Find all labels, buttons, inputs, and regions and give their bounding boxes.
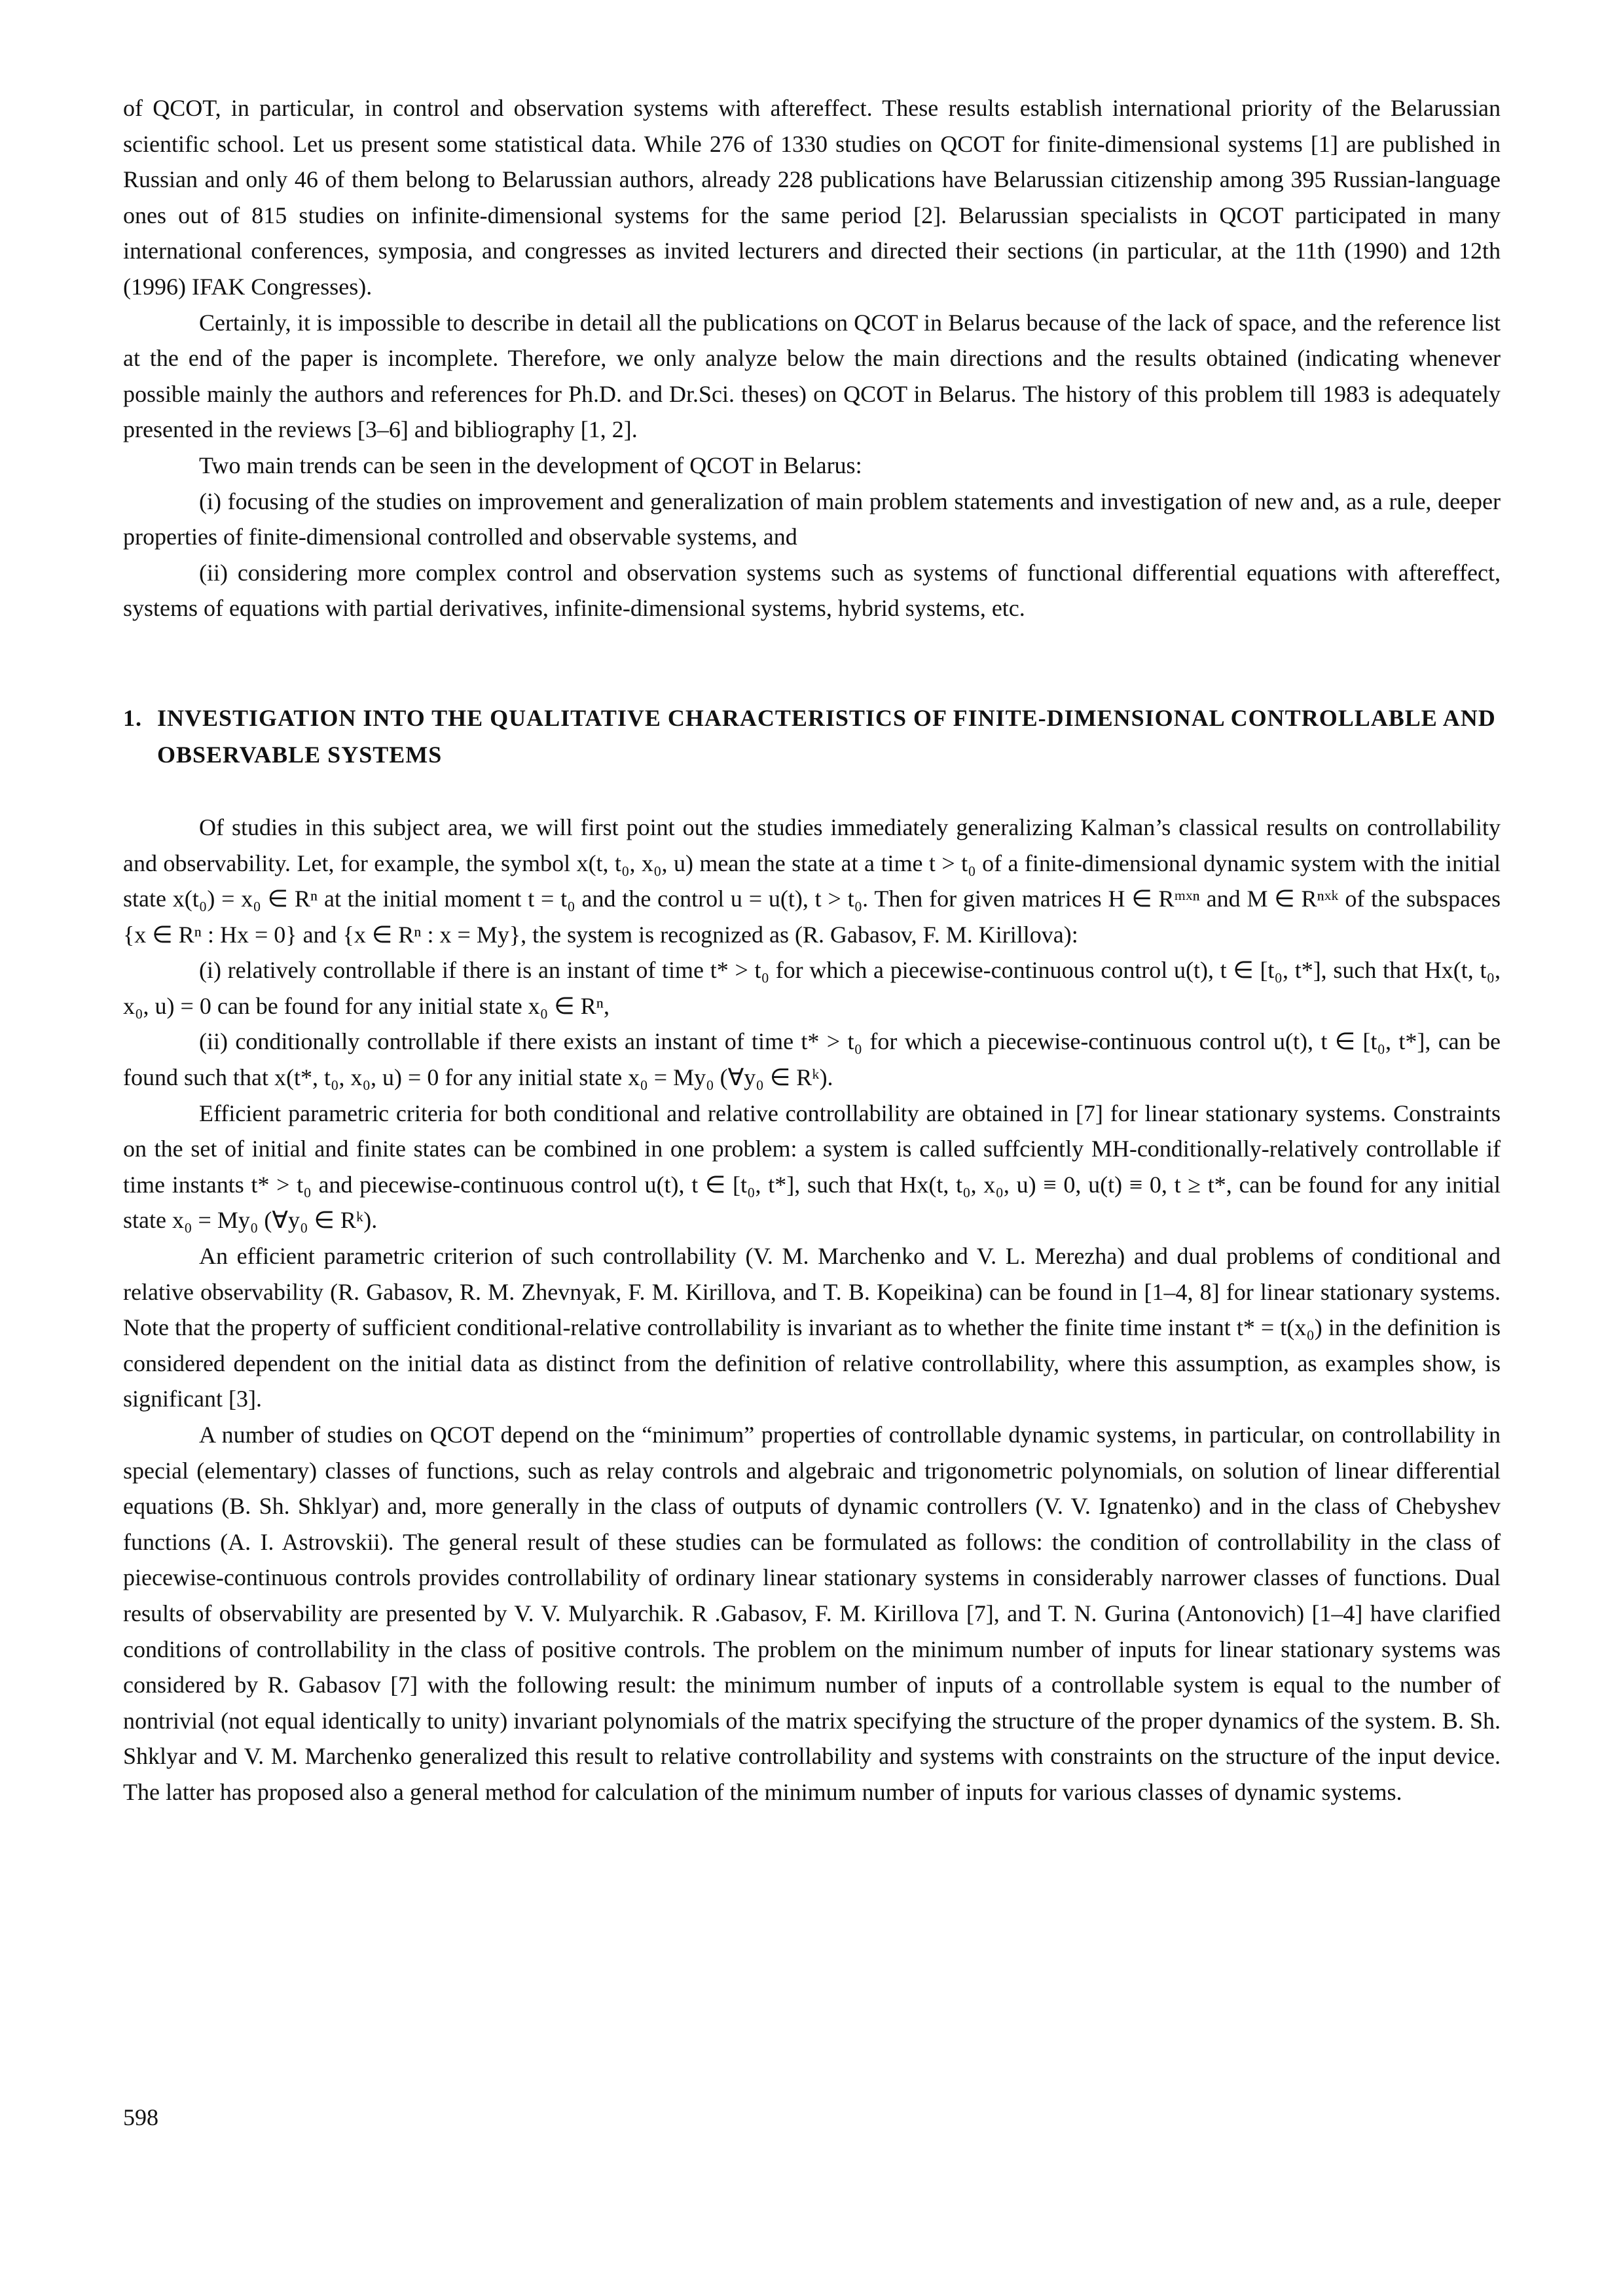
section-heading bbox=[123, 700, 1501, 773]
paragraph: (i) relatively controllable if there is an instant of time t* > t₀ for which a piecewise-continuous control u(t), t ∈ [t₀, t*], such that Hx(t, t₀, x₀, u) = 0 can be found for any initial state x₀ ∈ Rⁿ, bbox=[123, 957, 1501, 1019]
section-title: INVESTIGATION INTO THE QUALITATIVE CHARACTERISTICS OF FINITE-DIMENSIONAL CONTROLLABLE AND OBSERVABLE SYSTEMS bbox=[157, 704, 1496, 768]
page-number: 598 bbox=[123, 2104, 158, 2130]
paragraph: (i) focusing of the studies on improvement and generalization of main problem statements and investigation of new and, as a rule, deeper properties of finite-dimensional controlled and observable systems, and bbox=[123, 488, 1501, 550]
paragraph: Two main trends can be seen in the development of QCOT in Belarus: bbox=[199, 452, 862, 478]
paragraph: Certainly, it is impossible to describe in detail all the publications on QCOT in Belarus because of the lack of space, and the reference list at the end of the paper is incomplete. Therefore, we only analyze below the main directions and the results obtained (indicating whenever possible mainly the authors and references for Ph.D. and Dr.Sci. theses) on QCOT in Belarus. The history of this problem till 1983 is adequately presented in the reviews [3–6] and bibliography [1, 2]. bbox=[123, 309, 1501, 443]
page-body bbox=[123, 90, 1501, 1810]
paragraph: A number of studies on QCOT depend on the “minimum” properties of controllable dynamic systems, in particular, on controllability in special (elementary) classes of functions, such as relay controls and algebraic and trigonometric polynomials, on solution of linear differential equations (B. Sh. Shklyar) and, more generally in the class of outputs of dynamic controllers (V. V. Ignatenko) and in the class of Chebyshev functions (A. I. Astrovskii). The general result of these studies can be formulated as follows: the condition of controllability in the class of piecewise-continuous controls provides controllability of ordinary linear stationary systems in considerably narrower classes of functions. Dual results of observability are presented by V. V. Mulyarchik. R .Gabasov, F. M. Kirillova [7], and T. N. Gurina (Antonovich) [1–4] have clarified conditions of controllability in the class of positive controls. The problem on the minimum number of inputs for linear stationary systems was considered by R. Gabasov [7] with the following result: the minimum number of inputs of a controllable system is equal to the number of nontrivial (not equal identically to unity) invariant polynomials of the matrix specifying the structure of the proper dynamics of the system. B. Sh. Shklyar and V. M. Marchenko generalized this result to relative controllability and systems with constraints on the structure of the input device. The latter has proposed also a general method for calculation of the minimum number of inputs for various classes of dynamic systems. bbox=[123, 1422, 1501, 1805]
paragraph: Efficient parametric criteria for both conditional and relative controllability are obtained in [7] for linear stationary systems. Constraints on the set of initial and finite states can be combined in one problem: a system is called suffciently MH-conditionally-relatively controllable if time instants t* > t₀ and piecewise-continuous control u(t), t ∈ [t₀, t*], such that Hx(t, t₀, x₀, u) ≡ 0, u(t) ≡ 0, t ≥ t*, can be found for any initial state x₀ = My₀ (∀y₀ ∈ Rᵏ). bbox=[123, 1100, 1501, 1234]
paragraph: Of studies in this subject area, we will first point out the studies immediately generalizing Kalman’s classical results on controllability and observability. Let, for example, the symbol x(t, t₀, x₀, u) mean the state at a time t > t₀ of a finite-dimensional dynamic system with the initial state x(t₀) = x₀ ∈ Rⁿ at the initial moment t = t₀ and the control u = u(t), t > t₀. Then for given matrices H ∈ Rᵐˣⁿ and M ∈ Rⁿˣᵏ of the subspaces {x ∈ Rⁿ : Hx = 0} and {x ∈ Rⁿ : x = My}, the system is recognized as (R. Gabasov, F. M. Kirillova): bbox=[123, 814, 1501, 948]
paragraph: of QCOT, in particular, in control and observation systems with aftereffect. These results establish international priority of the Belarussian scientific school. Let us present some statistical data. While 276 of 1330 studies on QCOT for finite-dimensional systems [1] are published in Russian and only 46 of them belong to Belarussian authors, already 228 publications have Belarussian citizenship among 395 Russian-language ones out of 815 studies on infinite-dimensional systems for the same period [2]. Belarussian specialists in QCOT participated in many international conferences, symposia, and congresses as invited lecturers and directed their sections (in particular, at the 11th (1990) and 12th (1996) IFAK Congresses). bbox=[123, 95, 1501, 300]
paragraph: (ii) conditionally controllable if there exists an instant of time t* > t₀ for which a piecewise-continuous control u(t), t ∈ [t₀, t*], can be found such that x(t*, t₀, x₀, u) = 0 for any initial state x₀ = My₀ (∀y₀ ∈ Rᵏ). bbox=[123, 1028, 1501, 1091]
section-number: 1. bbox=[123, 704, 142, 731]
paragraph: (ii) considering more complex control and observation systems such as systems of functional differential equations with aftereffect, systems of equations with partial derivatives, infinite-dimensional systems, hybrid systems, etc. bbox=[123, 559, 1501, 622]
paragraph: An efficient parametric criterion of such controllability (V. M. Marchenko and V. L. Merezha) and dual problems of conditional and relative observability (R. Gabasov, R. M. Zhevnyak, F. M. Kirillova, and T. B. Kopeikina) can be found in [1–4, 8] for linear stationary systems. Note that the property of sufficient conditional-relative controllability is invariant as to whether the finite time instant t* = t(x₀) in the definition is considered dependent on the initial data as distinct from the definition of relative controllability, where this assumption, as examples show, is significant [3]. bbox=[123, 1243, 1501, 1412]
